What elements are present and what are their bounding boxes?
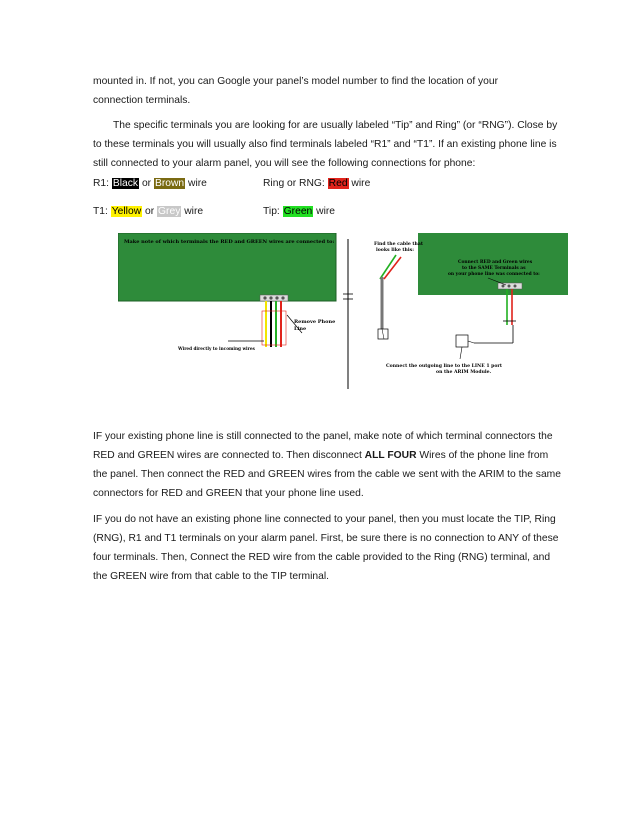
green-highlight: Green — [283, 206, 313, 217]
paragraph-intro — [93, 72, 563, 110]
ring-wire-label: Ring or RNG: Red wire — [263, 178, 371, 189]
paragraph-existing-line: IF your existing phone line is still connected to the panel, make note of which terminal connectors the RED and GREEN wires are connected to. Then disconnect ALL FOUR Wires of the phone line from the panel. Then connect the RED and GREEN wires from the cable we sent with the ARIM to the same connectors for RED and GREEN that your phone line used. — [93, 431, 561, 499]
wiring-diagram — [118, 233, 574, 393]
outgoing-label-1: Connect the outgoing line to the LINE 1 port — [386, 364, 502, 369]
connect-label-2: to the SAME Terminals as — [462, 266, 526, 271]
remove-label-1: Remove Phone — [294, 319, 336, 325]
yellow-highlight: Yellow — [111, 206, 142, 217]
find-label-1: Find the cable that — [374, 242, 423, 247]
intro-line-1: mounted in. If not, you can Google your panel’s model number to find the location of your — [93, 76, 499, 87]
right-panel-diagram — [374, 233, 568, 375]
black-highlight: Black — [112, 178, 139, 189]
connect-label-1: Connect RED and Green wires — [458, 260, 533, 265]
wired-label: Wired directly to incoming wires — [178, 346, 255, 351]
divider — [343, 239, 353, 389]
grey-highlight: Grey — [158, 206, 181, 217]
brown-highlight: Brown — [154, 178, 185, 189]
find-label-2: looks like this: — [376, 248, 414, 253]
tip-wire-label: Tip: Green wire — [263, 206, 336, 217]
wire-row-1 — [93, 174, 563, 193]
all-four-emphasis: ALL FOUR — [364, 450, 417, 461]
outgoing-label-2: on the ARIM Module. — [436, 370, 492, 375]
left-panel-diagram — [118, 233, 336, 351]
rj11-jack — [456, 335, 468, 347]
wire-row-2 — [93, 202, 563, 221]
arim-terminal-strip — [498, 283, 522, 289]
t1-wire-label: T1: Yellow or Grey wire — [93, 206, 204, 217]
paragraph-no-line: IF you do not have an existing phone line connected to your panel, then you must locate the TIP, Ring (RNG), R1 and T1 terminals on your alarm panel. First, be sure there is no connection to ANY of these four terminals. Then, Connect the RED wire from the cable provided to the Ring (RNG) terminal, and the GREEN wire from that cable to the TIP terminal. — [93, 514, 559, 582]
connect-label-3: on your phone line was connected to: — [448, 272, 540, 277]
red-highlight: Red — [328, 178, 348, 189]
terminal-strip — [260, 295, 288, 301]
r1-wire-label: R1: Black or Brown wire — [93, 178, 207, 189]
remove-label-2: Line — [294, 326, 307, 332]
intro-line-2: connection terminals. — [93, 95, 191, 106]
paragraph-terminals: The specific terminals you are looking for are usually labeled “Tip” and Ring” (or “RNG”). Close by to these terminals you will usually also find terminals labeled “R1” and “T1”. If an existing phone line is still connected to your alarm panel, you will see the following connections for phone: — [93, 120, 558, 169]
left-caption: Make note of which terminals the RED and GREEN wires are connected to: — [124, 239, 335, 245]
